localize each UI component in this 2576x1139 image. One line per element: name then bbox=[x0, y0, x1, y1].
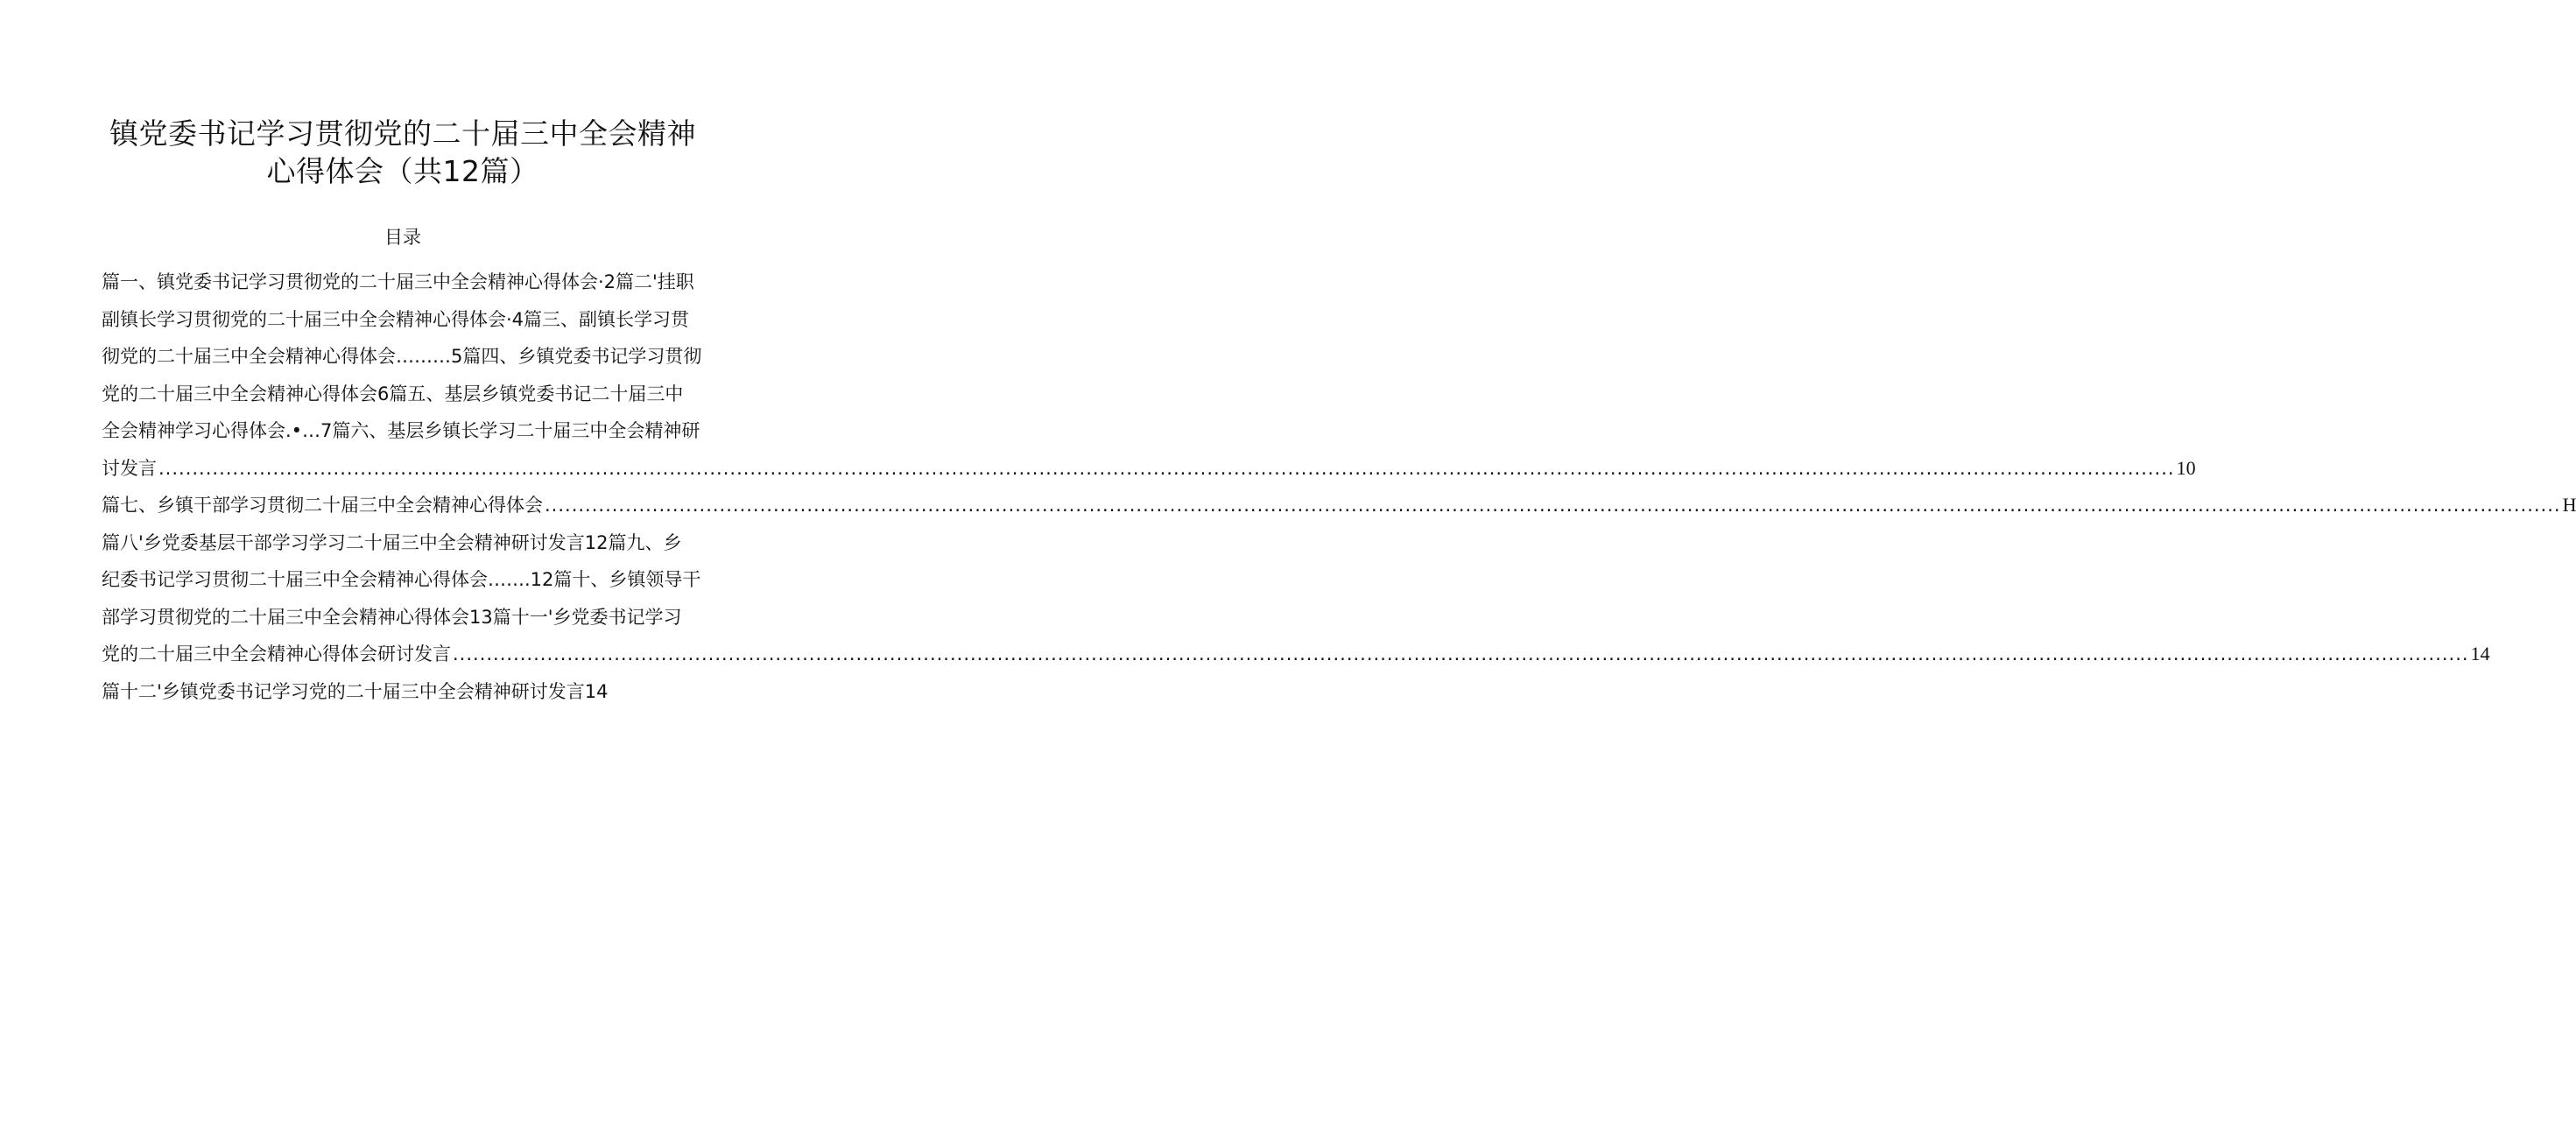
toc-line bbox=[102, 524, 750, 562]
toc-line bbox=[102, 301, 750, 339]
document-title-line-2: 心得体会（共12篇） bbox=[266, 154, 539, 188]
toc-line-text: 篇七、乡镇干部学习贯彻二十届三中全会精神心得体会 bbox=[102, 495, 543, 516]
toc-line-text: 党的二十届三中全会精神心得体会6篇五、基层乡镇党委书记二十届三中 bbox=[102, 383, 684, 404]
toc-line bbox=[102, 561, 750, 599]
toc-line-text: 篇八'乡党委基层干部学习学习二十届三中全会精神研讨发言12篇九、乡 bbox=[102, 531, 682, 553]
table-of-contents bbox=[102, 264, 2576, 710]
toc-line bbox=[102, 599, 750, 636]
toc-line-text: 副镇长学习贯彻党的二十届三中全会精神心得体会·4篇三、副镇长学习贯 bbox=[102, 308, 690, 330]
toc-line-text: 彻党的二十届三中全会精神心得体会………5篇四、乡镇党委书记学习贯彻 bbox=[102, 346, 702, 367]
toc-line-text: 部学习贯彻党的二十届三中全会精神心得体会13篇十一'乡党委书记学习 bbox=[102, 606, 682, 628]
toc-leader-dots: ............................................................................................................................................................................................................................................................................................................ bbox=[545, 495, 2561, 516]
toc-line bbox=[102, 376, 750, 413]
toc-line bbox=[102, 673, 750, 711]
toc-line bbox=[102, 487, 2576, 524]
toc-line bbox=[102, 338, 750, 376]
toc-line-text: 党的二十届三中全会精神心得体会研讨发言 bbox=[102, 643, 451, 664]
toc-page-number: H bbox=[2562, 494, 2576, 516]
toc-line-text: 全会精神学习心得体会.•…7篇六、基层乡镇长学习二十届三中全会精神研 bbox=[102, 420, 700, 441]
toc-page-number: 10 bbox=[2176, 456, 2196, 479]
toc-leader-dots: ............................................................................................................................................................................................................................................................................................................ bbox=[453, 643, 2469, 664]
toc-line-text: 讨发言 bbox=[102, 457, 157, 479]
toc-page-number: 14 bbox=[2470, 643, 2490, 664]
document-title-line-1: 镇党委书记学习贯彻党的二十届三中全会精神 bbox=[109, 116, 696, 151]
toc-line-text: 纪委书记学习贯彻二十届三中全会精神心得体会…….12篇十、乡镇领导干 bbox=[102, 569, 701, 590]
toc-line bbox=[102, 264, 750, 301]
toc-leader-dots: ............................................................................................................................................................................................................................................................................................................ bbox=[158, 457, 2175, 479]
toc-line bbox=[102, 636, 2490, 673]
toc-line bbox=[102, 450, 2196, 488]
toc-line bbox=[102, 412, 750, 450]
toc-heading: 目录 bbox=[384, 227, 421, 248]
toc-line-text: 篇十二'乡镇党委书记学习党的二十届三中全会精神研讨发言14 bbox=[102, 680, 609, 702]
toc-line-text: 篇一、镇党委书记学习贯彻党的二十届三中全会精神心得体会·2篇二'挂职 bbox=[102, 271, 694, 292]
